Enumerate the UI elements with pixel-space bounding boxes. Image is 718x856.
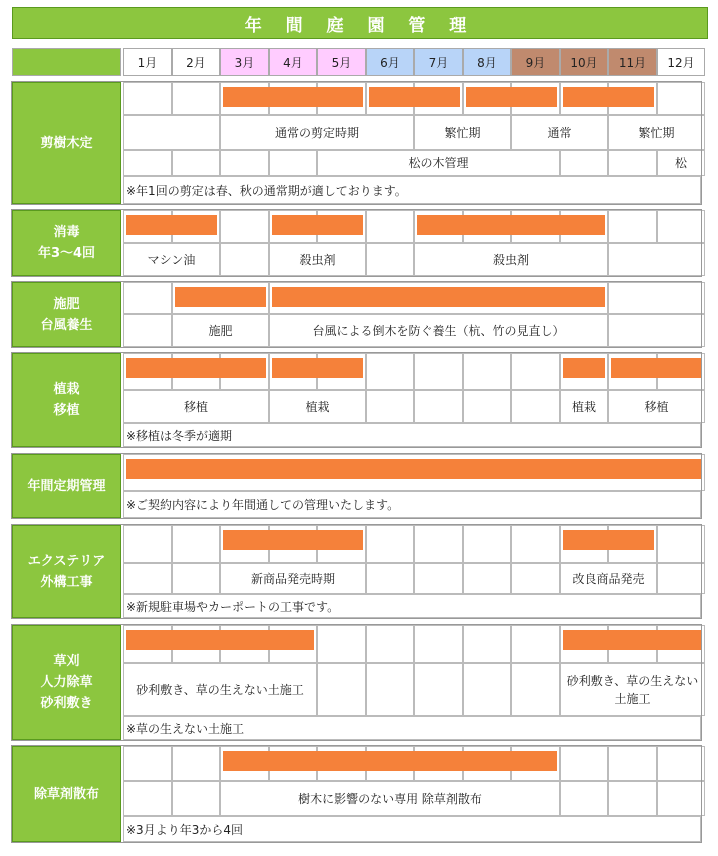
grid-cell (123, 525, 172, 563)
schedule-bar-fertilize-2 (272, 287, 605, 307)
grid-cell (220, 150, 269, 176)
grid-cell (657, 210, 705, 243)
schedule-bar-exterior-1 (223, 530, 363, 550)
grid-cell (463, 625, 511, 663)
section-note-annual: ※ご契約内容により年間通しての管理いたします。 (126, 498, 400, 512)
section-note-exterior: ※新規駐車場やカーポートの工事です。 (126, 599, 340, 614)
grid-cell (608, 781, 657, 816)
schedule-bar-fertilize-1 (175, 287, 266, 307)
grid-cell (172, 82, 220, 115)
grid-cell (657, 563, 705, 594)
grid-cell (608, 314, 705, 347)
grid-cell (657, 746, 705, 781)
grid-cell (366, 625, 414, 663)
section-label-fertilize: 施肥 台風養生 (12, 282, 121, 347)
schedule-label-herbicide-l1: 樹木に影響のない専用 除草剤散布 (298, 791, 482, 806)
page-title: 年 間 庭 園 管 理 (12, 7, 708, 39)
section-label-weeding: 草刈 人力除草 砂利敷き (12, 625, 121, 740)
grid-cell (172, 746, 220, 781)
grid-cell (123, 781, 172, 816)
schedule-bar-pruning-1 (223, 87, 363, 107)
grid-cell (414, 390, 463, 423)
month-header-2: 2月 (172, 48, 220, 76)
month-header-12: 12月 (657, 48, 705, 76)
schedule-bar-annual-1 (126, 459, 702, 479)
grid-cell (366, 243, 414, 276)
schedule-label-pruning-l4: 繁忙期 (638, 125, 675, 140)
grid-cell (366, 390, 414, 423)
grid-cell (657, 82, 705, 115)
schedule-label-fertilize-l1: 施肥 (208, 323, 233, 338)
schedule-label-planting-l1: 移植 (183, 399, 208, 414)
schedule-bar-pruning-3 (466, 87, 557, 107)
grid-cell (608, 282, 705, 314)
month-header-11: 11月 (608, 48, 657, 76)
schedule-bar-pruning-4 (563, 87, 654, 107)
grid-cell (608, 243, 705, 276)
grid-cell (608, 746, 657, 781)
schedule-bar-herbicide-1 (223, 751, 557, 771)
schedule-label-disinfect-l2: 殺虫剤 (299, 252, 336, 267)
grid-cell (172, 525, 220, 563)
section-label-herbicide: 除草剤散布 (12, 746, 121, 842)
schedule-label-fertilize-l2: 台風による倒木を防ぐ養生（杭、竹の見直し） (312, 323, 565, 338)
schedule-bar-disinfect-1 (126, 215, 217, 235)
schedule-label-exterior-l1: 新商品発売時期 (250, 571, 335, 586)
section-note-pruning: ※年1回の剪定は春、秋の通常期が適しております。 (126, 183, 407, 198)
schedule-label-weeding-l2: 砂利敷き、草の生えない土施工 (566, 673, 699, 706)
grid-cell (463, 563, 511, 594)
grid-cell (123, 150, 172, 176)
grid-cell (463, 353, 511, 390)
grid-cell (414, 563, 463, 594)
grid-cell (366, 210, 414, 243)
grid-cell (414, 525, 463, 563)
schedule-bar-planting-3 (563, 358, 605, 378)
schedule-bar-planting-4 (611, 358, 702, 378)
grid-cell (657, 781, 705, 816)
grid-cell (366, 353, 414, 390)
section-label-pruning: 剪樹木定 (12, 82, 121, 204)
grid-cell (366, 525, 414, 563)
grid-cell (317, 663, 366, 716)
grid-cell (317, 625, 366, 663)
grid-cell (123, 563, 172, 594)
grid-cell (414, 663, 463, 716)
schedule-label-weeding-l1: 砂利敷き、草の生えない土施工 (136, 682, 304, 697)
schedule-bar-pruning-2 (369, 87, 460, 107)
grid-cell (560, 781, 608, 816)
section-label-exterior: エクステリア 外構工事 (12, 525, 121, 618)
schedule-bar-planting-2 (272, 358, 363, 378)
grid-cell (608, 210, 657, 243)
schedule-label-pruning-l2: 繁忙期 (444, 125, 481, 140)
grid-cell (172, 563, 220, 594)
grid-cell (511, 625, 560, 663)
grid-cell (511, 663, 560, 716)
schedule-bar-disinfect-3 (417, 215, 605, 235)
month-header-8: 8月 (463, 48, 511, 76)
section-note-planting: ※移植は冬季が適期 (126, 428, 233, 443)
schedule-label-pruning-l3: 通常 (547, 125, 572, 140)
schedule-label-pruning-l1: 通常の剪定時期 (274, 125, 359, 140)
month-header-6: 6月 (366, 48, 414, 76)
schedule-bar-planting-1 (126, 358, 266, 378)
grid-cell (123, 746, 172, 781)
month-header-7: 7月 (414, 48, 463, 76)
schedule-bar-disinfect-2 (272, 215, 363, 235)
month-header-4: 4月 (269, 48, 317, 76)
grid-cell (366, 663, 414, 716)
schedule-label-planting-l2: 植栽 (305, 399, 330, 414)
grid-cell (220, 243, 269, 276)
grid-cell (123, 82, 172, 115)
section-label-annual: 年間定期管理 (12, 454, 121, 518)
grid-cell (511, 353, 560, 390)
grid-cell (414, 625, 463, 663)
schedule-bar-exterior-2 (563, 530, 654, 550)
schedule-bar-weeding-1 (126, 630, 314, 650)
grid-cell (608, 150, 657, 176)
grid-cell (123, 115, 220, 150)
schedule-label-disinfect-l1: マシン油 (147, 252, 196, 267)
grid-cell (123, 282, 172, 314)
grid-cell (269, 150, 317, 176)
grid-cell (366, 563, 414, 594)
grid-cell (463, 525, 511, 563)
grid-cell (172, 150, 220, 176)
grid-cell (511, 390, 560, 423)
month-header-3: 3月 (220, 48, 269, 76)
grid-cell (560, 746, 608, 781)
grid-cell (560, 150, 608, 176)
grid-cell (463, 663, 511, 716)
month-header-1: 1月 (123, 48, 172, 76)
section-label-planting: 植栽 移植 (12, 353, 121, 447)
schedule-label-disinfect-l3: 殺虫剤 (492, 252, 529, 267)
grid-cell (511, 563, 560, 594)
grid-cell (657, 525, 705, 563)
schedule-bar-weeding-2 (563, 630, 702, 650)
month-header-9: 9月 (511, 48, 560, 76)
month-header-5: 5月 (317, 48, 366, 76)
section-note-weeding: ※草の生えない土施工 (126, 721, 245, 736)
schedule-label-exterior-l2: 改良商品発売 (572, 571, 645, 586)
schedule-label-pruning-l6: 松 (674, 156, 687, 170)
schedule-label-planting-l4: 移植 (644, 399, 669, 414)
section-label-disinfect: 消毒 年3～4回 (12, 210, 121, 276)
section-note-herbicide: ※3月より年3から4回 (126, 822, 243, 837)
grid-cell (220, 210, 269, 243)
grid-cell (414, 353, 463, 390)
schedule-label-planting-l3: 植栽 (571, 399, 596, 414)
schedule-label-pruning-l5: 松の木管理 (408, 156, 469, 170)
month-header-10: 10月 (560, 48, 608, 76)
grid-cell (123, 314, 172, 347)
month-header-corner (12, 48, 121, 76)
grid-cell (463, 390, 511, 423)
grid-cell (172, 781, 220, 816)
grid-cell (511, 525, 560, 563)
